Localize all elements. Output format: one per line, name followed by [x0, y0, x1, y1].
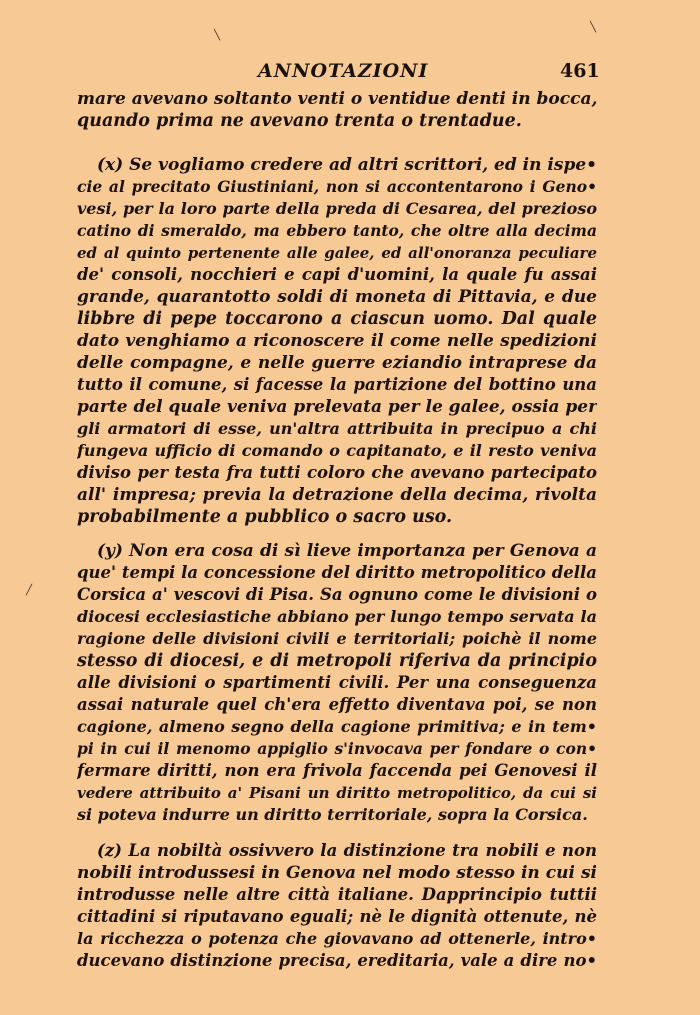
- text-line: pi in cui il menomo appiglio s'invocava per fondare o con•: [77, 739, 597, 758]
- text-line: alle divisioni o spartimenti civili. Per una conseguenza: [77, 673, 597, 692]
- print-speck: ╲: [590, 22, 597, 33]
- text-line: assai naturale quel ch'era effetto diventava poi, se non: [77, 695, 597, 714]
- text-line: catino di smeraldo, ma ebbero tanto, che oltre alla decima: [77, 221, 597, 240]
- print-speck: ╲: [214, 30, 221, 41]
- note-y: [77, 540, 597, 826]
- text-line: (y) Non era cosa di sì lieve importanza per Genova a: [97, 541, 597, 561]
- text-line: vesi, per la loro parte della preda di Cesarea, del prezioso: [77, 199, 597, 218]
- text-line: stesso di diocesi, e di metropoli riferiva da principio: [77, 651, 597, 671]
- text-line: ed al quinto pertenente alle galee, ed all'onoranza peculiare: [77, 244, 597, 262]
- text-line: cittadini si riputavano eguali; nè le dignità ottenute, nè: [77, 907, 597, 926]
- text-line: fungeva ufficio di comando o capitanato, e il resto veniva: [77, 441, 597, 460]
- text-line: diocesi ecclesiastiche abbiano per lungo tempo servata la: [77, 607, 597, 626]
- text-line: quando prima ne avevano trenta o trentadue.: [77, 111, 522, 131]
- text-line: cie al precitato Giustiniani, non si accontentarono i Geno•: [77, 177, 597, 196]
- text-line: que' tempi la concessione del diritto metropolitico della: [77, 563, 597, 582]
- page-title: ANNOTAZIONI: [258, 60, 429, 82]
- text-line: mare avevano soltanto venti o ventidue denti in bocca,: [77, 89, 597, 109]
- text-line: la ricchezza o potenza che giovavano ad ottenerle, intro•: [77, 929, 597, 948]
- continuation-paragraph: [77, 88, 597, 132]
- text-line: de' consoli, nocchieri e capi d'uomini, la quale fu assai: [77, 265, 597, 284]
- text-line: probabilmente a pubblico o sacro uso.: [77, 507, 453, 527]
- text-line: cagione, almeno segno della cagione primitiva; e in tem•: [77, 717, 597, 736]
- text-line: tutto il comune, si facesse la partizione del bottino una: [77, 375, 597, 394]
- text-line: si poteva indurre un diritto territoriale, sopra la Corsica.: [77, 805, 588, 824]
- note-z: [77, 840, 597, 972]
- text-line: vedere attribuito a' Pisani un diritto metropolitico, da cui si: [77, 784, 597, 802]
- note-x: [77, 154, 597, 528]
- page-number: 461: [560, 60, 600, 82]
- text-line: diviso per testa fra tutti coloro che avevano partecipato: [77, 463, 597, 482]
- text-line: nobili introdussesi in Genova nel modo stesso in cui si: [77, 863, 597, 883]
- text-line: (z) La nobiltà ossivvero la distinzione tra nobili e non: [97, 841, 597, 860]
- text-line: delle compagne, e nelle guerre eziandio intraprese da: [77, 353, 597, 373]
- text-line: Corsica a' vescovi di Pisa. Sa ognuno come le divisioni o: [77, 585, 597, 604]
- text-line: ducevano distinzione precisa, ereditaria, vale a dire no•: [77, 951, 597, 970]
- margin-mark: ╱: [26, 585, 33, 596]
- text-line: introdusse nelle altre città italiane. Dapprincipio tuttii: [77, 885, 597, 904]
- text-line: gli armatori di esse, un'altra attribuita in precipuo a chi: [77, 419, 597, 438]
- running-header: [0, 60, 700, 88]
- text-line: dato venghiamo a riconoscere il come nelle spedizioni: [77, 331, 597, 351]
- text-line: parte del quale veniva prelevata per le galee, ossia per: [77, 397, 597, 417]
- text-line: libbre di pepe toccarono a ciascun uomo. Dal quale: [77, 309, 597, 329]
- text-line: ragione delle divisioni civili e territoriali; poichè il nome: [77, 629, 597, 648]
- text-line: all' impresa; previa la detrazione della decima, rivolta: [77, 485, 597, 505]
- text-line: grande, quarantotto soldi di moneta di Pittavia, e due: [77, 287, 597, 307]
- text-line: fermare diritti, non era frivola faccenda pei Genovesi il: [77, 761, 597, 780]
- text-line: (x) Se vogliamo credere ad altri scrittori, ed in ispe•: [97, 155, 597, 175]
